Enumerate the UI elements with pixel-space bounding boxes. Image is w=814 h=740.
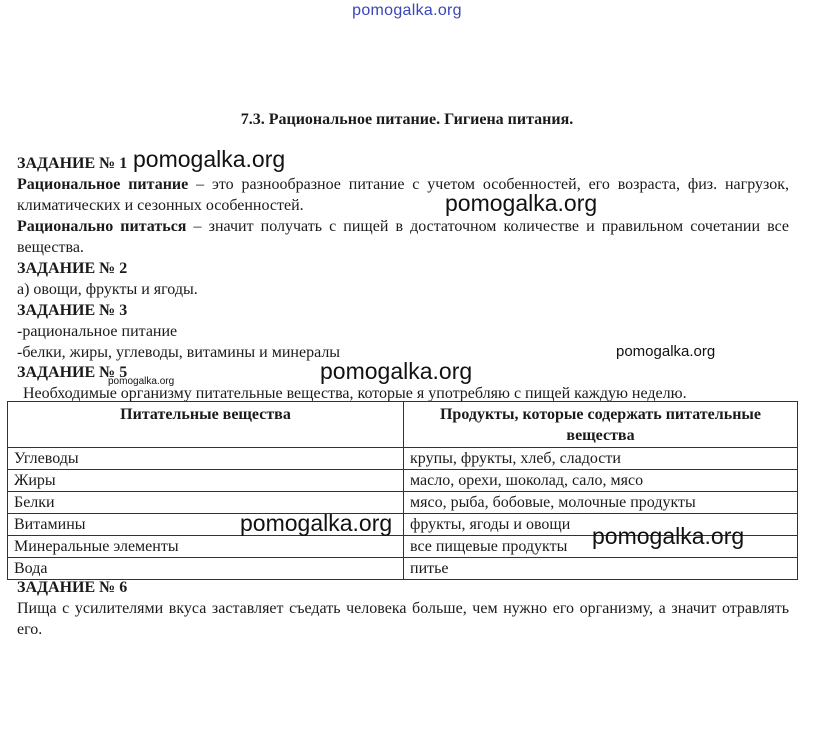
- task5-heading: ЗАДАНИЕ № 5: [17, 364, 128, 381]
- watermark: pomogalka.org: [616, 343, 716, 360]
- table-row: [8, 470, 798, 492]
- watermark: pomogalka.org: [320, 358, 473, 384]
- task3-heading: ЗАДАНИЕ № 3: [17, 302, 128, 319]
- table-cell: Углеводы: [8, 448, 404, 470]
- task1-def-2: – значит получать с пищей в достаточном количестве и правильном сочетании все вещества.: [17, 218, 789, 256]
- document-title: 7.3. Рациональное питание. Гигиена питания.: [240, 111, 574, 128]
- task1-term-1: Рациональное питание: [17, 176, 189, 193]
- watermark: pomogalka.org: [445, 190, 598, 216]
- task3-line-1: -рациональное питание: [17, 323, 178, 340]
- task2-answer: а) овощи, фрукты и ягоды.: [17, 281, 198, 298]
- watermark: pomogalka.org: [592, 523, 745, 549]
- watermark: pomogalka.org: [133, 146, 286, 172]
- table-cell: Вода: [8, 558, 404, 580]
- watermark: pomogalka.org: [240, 510, 393, 536]
- task6-answer: Пища с усилителями вкуса заставляет съедать человека больше, чем нужно его организму, а значит отравлять его.: [17, 600, 789, 638]
- table-cell: масло, орехи, шоколад, сало, мясо: [404, 470, 798, 492]
- table-row: [8, 448, 798, 470]
- task1-def-1: – это разнообразное питание с учетом особенностей, его возраста, физ. нагрузок, климатических и сезонных особенностей.: [17, 176, 789, 214]
- task2-heading: ЗАДАНИЕ № 2: [17, 260, 128, 277]
- watermark: pomogalka.org: [108, 376, 175, 387]
- task3-line-2: -белки, жиры, углеводы, витамины и минералы: [17, 344, 341, 361]
- table-header-row: [8, 402, 798, 448]
- table-cell: Минеральные элементы: [8, 536, 404, 558]
- table-header-cell: Питательные вещества: [8, 402, 404, 448]
- task6-heading: ЗАДАНИЕ № 6: [17, 579, 128, 596]
- table-cell: питье: [404, 558, 798, 580]
- nutrients-table: [7, 401, 798, 580]
- table-header-cell: Продукты, которые содержать питательные вещества: [404, 402, 798, 448]
- table-cell: Белки: [8, 492, 404, 514]
- table-cell: мясо, рыба, бобовые, молочные продукты: [404, 492, 798, 514]
- task1-definition-2: [17, 216, 789, 258]
- table-cell: фрукты, ягоды и овощи: [404, 514, 798, 536]
- task1-heading: ЗАДАНИЕ № 1: [17, 155, 128, 172]
- table-cell: все пищевые продукты: [404, 536, 798, 558]
- site-header-link[interactable]: pomogalka.org: [352, 2, 462, 19]
- table-cell: крупы, фрукты, хлеб, сладости: [404, 448, 798, 470]
- table-row: [8, 492, 798, 514]
- table-cell: Жиры: [8, 470, 404, 492]
- table-cell: Витамины: [8, 514, 404, 536]
- task1-term-2: Рационально питаться: [17, 218, 187, 235]
- task1-definition-1: [17, 174, 789, 216]
- task5-intro: Необходимые организму питательные вещества, которые я употребляю с пищей каждую неделю.: [23, 385, 687, 402]
